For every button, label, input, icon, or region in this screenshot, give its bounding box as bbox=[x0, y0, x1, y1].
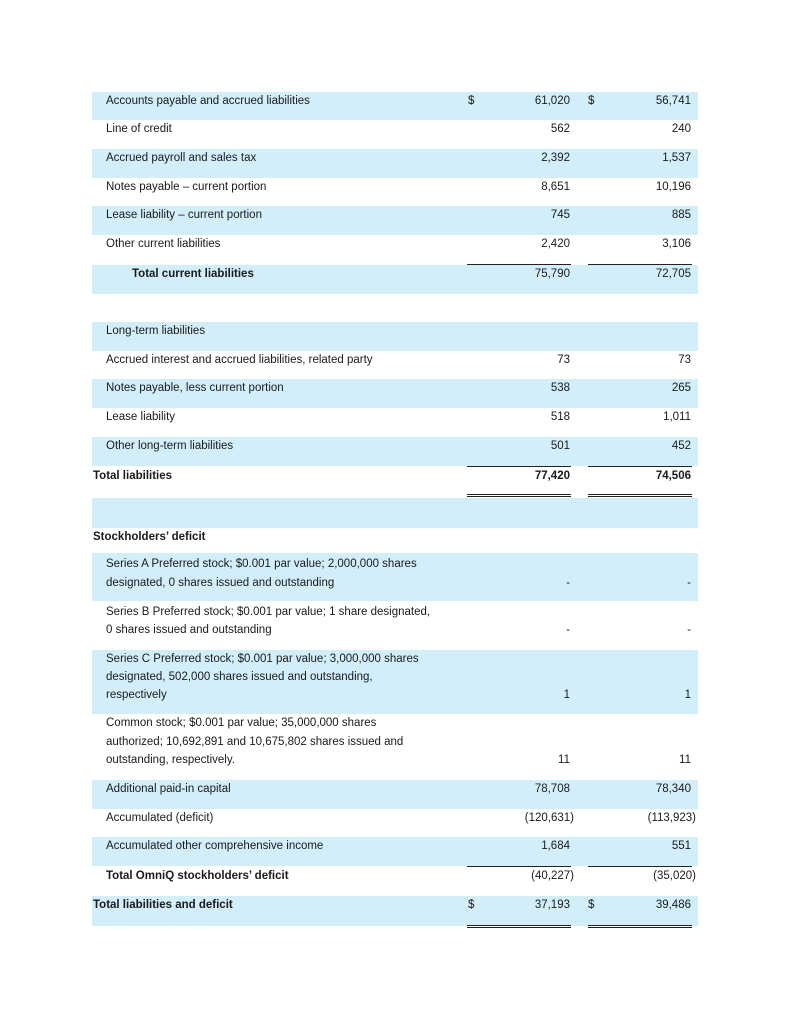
row-label: Accrued payroll and sales tax bbox=[106, 152, 257, 164]
prior-year-value: (113,923) bbox=[647, 812, 696, 824]
prior-year-value: 3,106 bbox=[662, 238, 691, 250]
table-row bbox=[92, 178, 698, 206]
row-label: Accumulated other comprehensive income bbox=[106, 840, 324, 852]
row-label: Notes payable, less current portion bbox=[106, 382, 284, 394]
table-row bbox=[92, 714, 698, 780]
row-label: Other long-term liabilities bbox=[106, 440, 234, 452]
table-row bbox=[92, 206, 698, 235]
row-label-line: designated, 0 shares issued and outstanding bbox=[106, 577, 335, 589]
prior-year-value: 1,537 bbox=[662, 152, 691, 164]
currency-symbol: $ bbox=[468, 95, 475, 107]
section-heading bbox=[92, 528, 698, 551]
table-row bbox=[92, 780, 698, 809]
currency-symbol: $ bbox=[468, 899, 475, 911]
current-year-value: 538 bbox=[550, 382, 570, 394]
row-label-line: Series C Preferred stock; $0.001 par value; 3,000,000 shares bbox=[106, 653, 419, 665]
table-row bbox=[92, 92, 698, 120]
row-label: Other current liabilities bbox=[106, 238, 221, 250]
row-label-line: Common stock; $0.001 par value; 35,000,000 shares bbox=[106, 717, 377, 729]
table-row bbox=[92, 149, 698, 178]
table-row bbox=[92, 601, 698, 648]
total-row bbox=[92, 467, 698, 496]
current-year-value: 11 bbox=[558, 754, 570, 766]
table-row bbox=[92, 809, 698, 837]
prior-year-value: 10,196 bbox=[655, 181, 691, 193]
spacer-band bbox=[92, 498, 698, 528]
current-year-value: 37,193 bbox=[534, 899, 570, 911]
prior-year-value: 72,705 bbox=[655, 268, 691, 280]
row-label-line: designated, 502,000 shares issued and outstanding, bbox=[106, 671, 373, 683]
row-label: Accrued interest and accrued liabilities, related party bbox=[106, 354, 373, 366]
current-year-value: 745 bbox=[550, 209, 570, 221]
subtotal-row bbox=[92, 867, 698, 895]
current-year-value: 75,790 bbox=[534, 268, 570, 280]
row-label: Lease liability – current portion bbox=[106, 209, 262, 221]
row-label-line: outstanding, respectively. bbox=[106, 754, 235, 766]
current-year-value: 77,420 bbox=[534, 470, 570, 482]
current-year-value: 73 bbox=[557, 354, 570, 366]
prior-year-value: 1,011 bbox=[663, 411, 691, 423]
row-label: Total liabilities bbox=[93, 470, 173, 482]
current-year-value: 1,684 bbox=[541, 840, 570, 852]
prior-year-value: (35,020) bbox=[653, 870, 696, 882]
total-double-rule bbox=[588, 494, 692, 497]
prior-year-value: - bbox=[687, 577, 691, 589]
current-year-value: - bbox=[566, 577, 570, 589]
row-label-line: Series B Preferred stock; $0.001 par value; 1 share designated, bbox=[106, 606, 431, 618]
table-row bbox=[92, 379, 698, 408]
prior-year-value: - bbox=[687, 624, 691, 636]
currency-symbol: $ bbox=[588, 899, 595, 911]
current-year-value: 61,020 bbox=[534, 95, 570, 107]
current-year-value: (40,227) bbox=[531, 870, 574, 882]
row-label: Notes payable – current portion bbox=[106, 181, 267, 193]
prior-year-value: 240 bbox=[671, 123, 691, 135]
current-year-value: 562 bbox=[550, 123, 570, 135]
row-label-line: Series A Preferred stock; $0.001 par value; 2,000,000 shares bbox=[106, 558, 417, 570]
row-label: Total current liabilities bbox=[132, 268, 254, 280]
prior-year-value: 885 bbox=[671, 209, 691, 221]
table-row bbox=[92, 553, 698, 601]
table-row bbox=[92, 351, 698, 379]
prior-year-value: 39,486 bbox=[655, 899, 691, 911]
current-year-value: 2,420 bbox=[541, 238, 570, 250]
row-label: Accumulated (deficit) bbox=[106, 812, 214, 824]
current-year-value: 78,708 bbox=[534, 783, 570, 795]
row-label-line: respectively bbox=[106, 689, 167, 701]
prior-year-value: 74,506 bbox=[655, 470, 691, 482]
row-label: Total liabilities and deficit bbox=[93, 899, 233, 911]
prior-year-value: 11 bbox=[679, 754, 691, 766]
currency-symbol: $ bbox=[588, 95, 595, 107]
table-row bbox=[92, 837, 698, 866]
current-year-value: - bbox=[566, 624, 570, 636]
prior-year-value: 73 bbox=[678, 354, 691, 366]
row-label: Lease liability bbox=[106, 411, 176, 423]
prior-year-value: 1 bbox=[684, 689, 691, 701]
prior-year-value: 452 bbox=[671, 440, 691, 452]
total-double-rule bbox=[467, 494, 571, 497]
total-double-rule bbox=[467, 925, 571, 928]
row-label: Total OmniQ stockholders’ deficit bbox=[106, 870, 289, 882]
row-label: Additional paid-in capital bbox=[106, 783, 231, 795]
row-label: Accounts payable and accrued liabilities bbox=[106, 95, 310, 107]
row-label: Stockholders’ deficit bbox=[93, 531, 206, 543]
current-year-value: 8,651 bbox=[541, 181, 570, 193]
table-row bbox=[92, 650, 698, 714]
current-year-value: 518 bbox=[550, 411, 570, 423]
prior-year-value: 78,340 bbox=[655, 783, 691, 795]
section-heading bbox=[92, 322, 698, 351]
current-year-value: 1 bbox=[563, 689, 570, 701]
table-row bbox=[92, 408, 698, 437]
row-label: Long-term liabilities bbox=[106, 325, 206, 337]
total-double-rule bbox=[588, 925, 692, 928]
current-year-value: 501 bbox=[550, 440, 570, 452]
prior-year-value: 56,741 bbox=[655, 95, 691, 107]
current-year-value: 2,392 bbox=[541, 152, 570, 164]
prior-year-value: 551 bbox=[671, 840, 691, 852]
total-row bbox=[92, 896, 698, 926]
table-row bbox=[92, 235, 698, 264]
table-row bbox=[92, 437, 698, 466]
row-label-line: authorized; 10,692,891 and 10,675,802 shares issued and bbox=[106, 736, 404, 748]
current-year-value: (120,631) bbox=[524, 812, 574, 824]
table-row bbox=[92, 120, 698, 149]
row-label-line: 0 shares issued and outstanding bbox=[106, 624, 272, 636]
prior-year-value: 265 bbox=[671, 382, 691, 394]
subtotal-row bbox=[92, 265, 698, 294]
row-label: Line of credit bbox=[106, 123, 172, 135]
